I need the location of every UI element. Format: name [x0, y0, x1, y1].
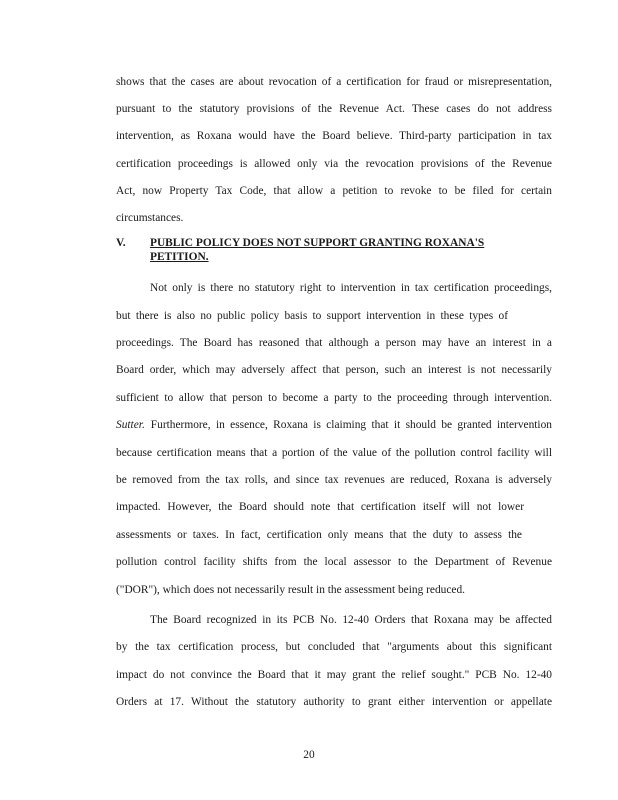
body-text-line: impacted. However, the Board should note that certification itself will not lower	[116, 501, 524, 513]
body-text-segment: Furthermore, in essence, Roxana is claiming that it should be granted intervention	[150, 419, 552, 431]
body-text-line: Act, now Property Tax Code, that allow a petition to revoke to be filed for certain	[116, 185, 552, 197]
body-text-line: Board order, which may adversely affect that person, such an interest is not necessarily	[116, 364, 552, 376]
page-number: 20	[303, 749, 315, 761]
body-text-line: proceedings. The Board has reasoned that although a person may have an interest in a	[116, 337, 552, 349]
body-text-line: shows that the cases are about revocation of a certification for fraud or misrepresentation,	[116, 76, 552, 88]
body-text-line: Not only is there no statutory right to intervention in tax certification proceedings,	[150, 282, 552, 294]
body-text-line	[116, 418, 552, 432]
body-text-line: Orders at 17. Without the statutory authority to grant either intervention or appellate	[116, 696, 552, 708]
body-text-line: by the tax certification process, but concluded that "arguments about this significant	[116, 641, 552, 653]
body-text-line: pollution control facility shifts from the local assessor to the Department of Revenue	[116, 556, 552, 568]
body-text-line: intervention, as Roxana would have the Board believe. Third-party participation in tax	[116, 130, 552, 142]
body-text-line: because certification means that a portion of the value of the pollution control facility will	[116, 447, 552, 459]
body-text-line: The Board recognized in its PCB No. 12-40 Orders that Roxana may be affected	[150, 614, 552, 626]
body-text-line: ("DOR"), which does not necessarily result in the assessment being reduced.	[116, 584, 466, 596]
body-text-line: pursuant to the statutory provisions of the Revenue Act. These cases do not address	[116, 103, 552, 115]
body-text-line: sufficient to allow that person to become a party to the proceeding through intervention.	[116, 392, 552, 404]
case-citation: Sutter.	[116, 419, 145, 431]
body-text-line: circumstances.	[116, 212, 184, 224]
section-number: V.	[116, 237, 126, 249]
section-heading: PETITION.	[150, 251, 209, 263]
body-text-line: but there is also no public policy basis to support intervention in these types of	[116, 310, 508, 322]
section-heading: PUBLIC POLICY DOES NOT SUPPORT GRANTING ROXANA'S	[150, 237, 485, 249]
body-text-line: impact do not convince the Board that it may grant the relief sought." PCB No. 12-40	[116, 669, 552, 681]
body-text-line: be removed from the tax rolls, and since tax revenues are reduced, Roxana is adversely	[116, 474, 552, 486]
body-text-line: assessments or taxes. In fact, certification only means that the duty to assess the	[116, 529, 522, 541]
body-text-line: certification proceedings is allowed only via the revocation provisions of the Revenue	[116, 158, 552, 170]
